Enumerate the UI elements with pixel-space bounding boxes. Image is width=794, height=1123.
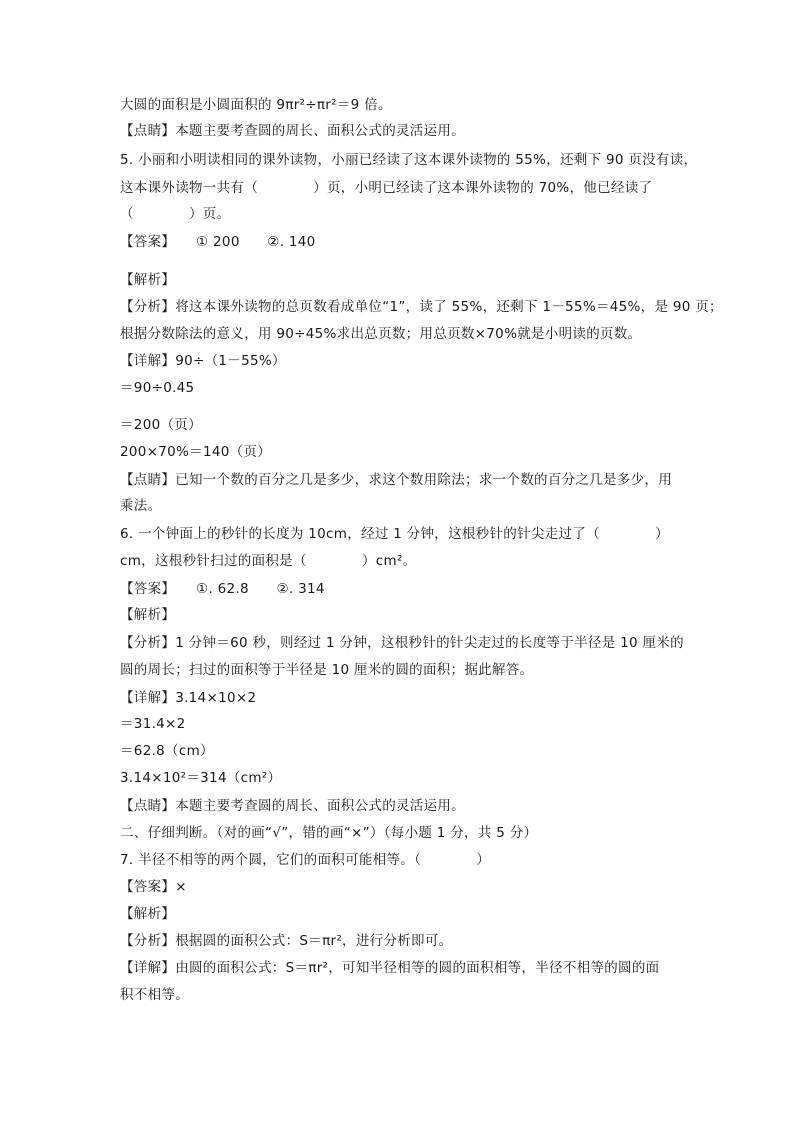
question-6-line: 6. 一个钟面上的秒针的长度为 10cm，经过 1 分钟，这根秒针的针尖走过了（ ） bbox=[120, 526, 669, 542]
text-line: 积不相等。 bbox=[120, 987, 189, 1003]
analysis-heading: 【解析】 bbox=[120, 272, 176, 288]
text-line: （ ）页。 bbox=[120, 206, 231, 222]
answer-line: 【答案】 ① 200 ②. 140 bbox=[120, 234, 316, 250]
text-line: ＝90÷0.45 bbox=[120, 380, 195, 396]
text-line: 【点睛】本题主要考查圆的周长、面积公式的灵活运用。 bbox=[120, 123, 465, 139]
analysis-heading: 【解析】 bbox=[120, 906, 176, 922]
text-line: ＝31.4×2 bbox=[120, 716, 186, 732]
text-line: ＝200（页） bbox=[120, 417, 202, 433]
text-line: 【分析】1 分钟＝60 秒，则经过 1 分钟，这根秒针的针尖走过的长度等于半径是 10 厘米的 bbox=[120, 635, 684, 651]
text-line: 乘法。 bbox=[120, 498, 162, 514]
text-line: ＝62.8（cm） bbox=[120, 743, 214, 759]
answer-line: 【答案】 ①. 62.8 ②. 314 bbox=[120, 581, 325, 597]
text-line: 【详解】3.14×10×2 bbox=[120, 690, 257, 706]
text-line: 【点睛】本题主要考查圆的周长、面积公式的灵活运用。 bbox=[120, 798, 465, 814]
text-line: 大圆的面积是小圆面积的 9πr²÷πr²＝9 倍。 bbox=[120, 97, 392, 113]
answer-line: 【答案】× bbox=[120, 879, 187, 895]
text-line: 200×70%＝140（页） bbox=[120, 444, 272, 460]
text-line: 【分析】将这本课外读物的总页数看成单位“1”，读了 55%，还剩下 1－55%＝45%，是 90 页； bbox=[120, 299, 723, 315]
text-line: 【详解】由圆的面积公式：S＝πr²，可知半径相等的圆的面积相等，半径不相等的圆的面 bbox=[120, 960, 660, 976]
text-line: 【点睛】已知一个数的百分之几是多少，求这个数用除法；求一个数的百分之几是多少，用 bbox=[120, 472, 672, 488]
text-line: 根据分数除法的意义，用 90÷45%求出总页数；用总页数×70%就是小明读的页数。 bbox=[120, 326, 642, 342]
analysis-heading: 【解析】 bbox=[120, 607, 176, 623]
text-line: 【分析】根据圆的面积公式：S＝πr²，进行分析即可。 bbox=[120, 933, 453, 949]
text-line: cm，这根秒针扫过的面积是（ ）cm²。 bbox=[120, 553, 417, 569]
text-line: 这本课外读物一共有（ ）页，小明已经读了这本课外读物的 70%，他已经读了 bbox=[120, 180, 653, 196]
text-line: 圆的周长；扫过的面积等于半径是 10 厘米的圆的面积；据此解答。 bbox=[120, 662, 534, 678]
text-line: 【详解】90÷（1－55%） bbox=[120, 353, 286, 369]
section-heading: 二、仔细判断。（对的画“√”，错的画“×”）（每小题 1 分，共 5 分） bbox=[120, 825, 538, 841]
text-line: 3.14×10²＝314（cm²） bbox=[120, 770, 282, 786]
question-5-line: 5. 小丽和小明读相同的课外读物，小丽已经读了这本课外读物的 55%，还剩下 90 页没有读， bbox=[120, 152, 698, 168]
question-7-line: 7. 半径不相等的两个圆，它们的面积可能相等。（ ） bbox=[120, 852, 491, 868]
